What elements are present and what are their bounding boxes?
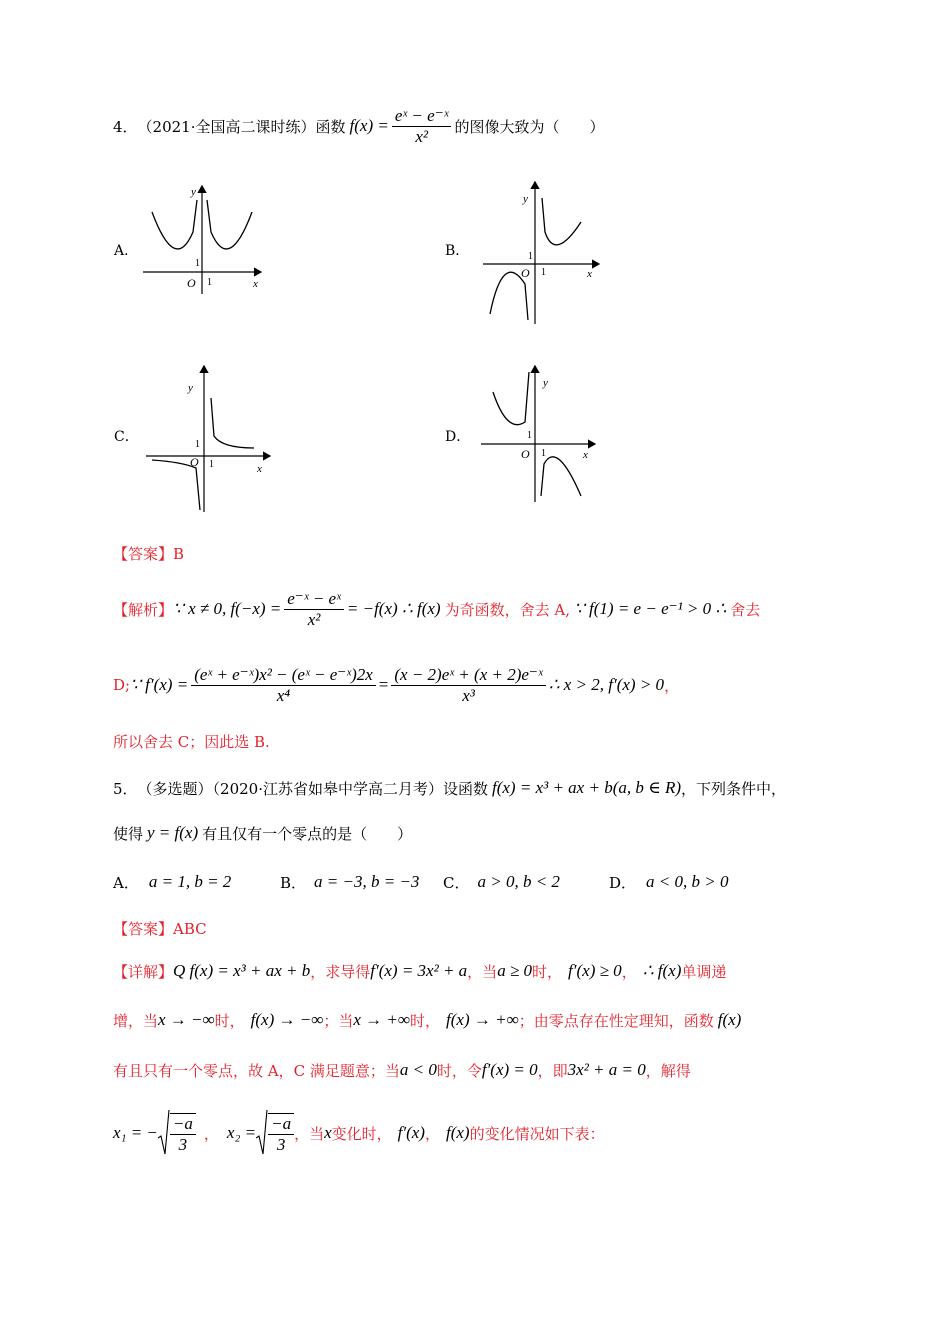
graph-c bbox=[142, 360, 277, 515]
graph-a-x-label: x bbox=[253, 278, 258, 290]
q5-d3-math-d: f′(x) = 0 bbox=[481, 1060, 538, 1079]
q5-d3-text-c: 时，令 bbox=[436, 1061, 482, 1080]
q5-detail-line1 bbox=[113, 958, 726, 984]
q4-l2-fraction-2 bbox=[391, 666, 545, 705]
q5-d1-text-d: ，当 bbox=[467, 962, 498, 981]
q5-d2-math-b: x → −∞ bbox=[158, 1010, 215, 1029]
graph-a bbox=[135, 176, 275, 296]
q4-l1-fraction bbox=[284, 590, 344, 629]
q5-option-a-value: a = 1, b = 2 bbox=[148, 872, 232, 891]
q5-d3-text-e: ，即 bbox=[537, 1061, 568, 1080]
q4-option-c-label: C． bbox=[114, 429, 139, 445]
graph-d bbox=[477, 362, 607, 507]
q4-source: （2021·全国高二课时练） bbox=[137, 117, 316, 136]
q5-option-b-label: B． bbox=[280, 873, 307, 892]
graph-a-y-tick: 1 bbox=[195, 258, 200, 269]
q4-number: 4． bbox=[113, 117, 138, 136]
q5-option-d-label: D． bbox=[609, 873, 637, 892]
graph-a-right-branch bbox=[207, 200, 252, 249]
q4-frac-den: x² bbox=[415, 126, 428, 146]
q4-option-b-label: B． bbox=[445, 243, 470, 259]
q5-d1-text-h: ， bbox=[621, 962, 637, 981]
q5-option-c bbox=[443, 869, 560, 895]
q5-detail-tag: 【详解】 bbox=[113, 962, 174, 981]
q4-l1-text-e: 舍去 bbox=[730, 600, 761, 619]
q5-answer-tag: 【答案】 bbox=[113, 920, 174, 938]
q5-tail: ，下列条件中， bbox=[680, 779, 786, 798]
graph-b-right-branch bbox=[542, 198, 581, 245]
q5-d1-math-g: f′(x) ≥ 0 bbox=[568, 961, 622, 980]
q4-l2-equals: = bbox=[378, 675, 389, 694]
q5-option-d-value: a < 0, b > 0 bbox=[646, 872, 729, 891]
q4-func: f(x) = bbox=[349, 116, 389, 135]
q5-d4-text-e: ， bbox=[424, 1124, 440, 1143]
q5-source: （多选题）（2020·江苏省如皋中学高二月考）设函数 bbox=[137, 779, 488, 798]
q5-d4-math-d: f′(x) bbox=[397, 1123, 425, 1142]
q5-d2-math-d: f(x) → −∞ bbox=[250, 1010, 324, 1029]
graph-d-x-tick: 1 bbox=[541, 448, 546, 459]
q5-d3-math-b: a < 0 bbox=[399, 1060, 437, 1079]
q5-d4-math-f: f(x) bbox=[445, 1123, 470, 1142]
q5-d1-math-c: f′(x) = 3x² + a bbox=[370, 961, 468, 980]
q4-answer-tag: 【答案】 bbox=[113, 545, 174, 563]
q4-l2-den2: x³ bbox=[462, 685, 475, 705]
q5-d2-text-a: 增，当 bbox=[113, 1011, 159, 1030]
q5-d2-math-j: f(x) bbox=[717, 1010, 742, 1029]
q5-d4-text-c: 变化时， bbox=[331, 1124, 392, 1143]
graph-d-y-label: y bbox=[543, 377, 548, 389]
q5-option-b bbox=[280, 869, 419, 895]
q4-answer bbox=[113, 543, 184, 564]
q5-d3-text-a: 有且只有一个零点，故 A，C 满足题意；当 bbox=[113, 1061, 400, 1080]
q5-answer-value: ABC bbox=[173, 920, 207, 938]
q5-d2-text-i: ；由零点存在性定理知，函数 bbox=[518, 1011, 714, 1030]
q5-d4-x2: x₂ = bbox=[226, 1123, 257, 1142]
q5-d4-math-b: x bbox=[324, 1123, 332, 1142]
q4-analysis-tag: 【解析】 bbox=[113, 600, 174, 619]
q5-line2-tail: 有且仅有一个零点的是（ ） bbox=[202, 824, 413, 843]
graph-c-x-tick: 1 bbox=[209, 459, 214, 470]
q5-stem-line1 bbox=[113, 775, 786, 801]
q5-d1-text-j: 单调递 bbox=[681, 962, 727, 981]
q5-d2-math-h: f(x) → +∞ bbox=[446, 1010, 519, 1029]
graph-d-x-label: x bbox=[583, 449, 588, 461]
graph-d-right-branch bbox=[541, 457, 581, 496]
graph-b-y-label: y bbox=[523, 193, 528, 205]
q4-l2-den1: x⁴ bbox=[276, 685, 291, 705]
graph-a-y-label: y bbox=[191, 186, 196, 198]
q5-d2-text-e: ；当 bbox=[323, 1011, 354, 1030]
graph-b-y-tick: 1 bbox=[528, 251, 533, 262]
q4-l1-math-b: = −f(x) ∴ f(x) bbox=[346, 599, 441, 618]
q5-option-a bbox=[113, 869, 231, 895]
q4-analysis-line1 bbox=[113, 586, 760, 632]
q5-d4-text-a: ，当 bbox=[294, 1124, 325, 1143]
q4-frac-num: eˣ − e⁻ˣ bbox=[392, 107, 452, 127]
q4-analysis-line3: 所以舍去 C；因此选 B. bbox=[113, 733, 270, 751]
q4-l2-num1: (eˣ + e⁻ˣ)x² − (eˣ − e⁻ˣ)2x bbox=[191, 666, 376, 686]
q4-tail: 的图像大致为（ ） bbox=[454, 117, 605, 136]
graph-a-origin: O bbox=[187, 276, 196, 290]
q5-d2-math-f: x → +∞ bbox=[353, 1010, 411, 1029]
graph-d-y-tick: 1 bbox=[527, 430, 532, 441]
q5-d3-math-f: 3x² + a = 0 bbox=[567, 1060, 646, 1079]
q4-l2-fraction-1 bbox=[191, 666, 376, 705]
q5-d2-text-g: 时， bbox=[410, 1011, 441, 1030]
graph-c-y-label: y bbox=[188, 382, 193, 394]
q5-d4-sep: ， bbox=[203, 1124, 219, 1143]
q5-d4-text-g: 的变化情况如下表： bbox=[469, 1124, 605, 1143]
q5-d1-math-a: Q f(x) = x³ + ax + b bbox=[173, 961, 311, 980]
q4-l2-math-c: ∴ x > 2, f′(x) > 0 bbox=[548, 675, 665, 694]
radical-sign-icon bbox=[256, 1110, 268, 1156]
graph-a-x-tick: 1 bbox=[207, 277, 212, 288]
q5-d4-root1-num: −a bbox=[170, 1115, 196, 1135]
graph-d-left-branch bbox=[493, 372, 529, 425]
graph-b-origin: O bbox=[521, 266, 530, 280]
q4-analysis-line2 bbox=[113, 662, 679, 708]
q4-stem bbox=[113, 104, 604, 148]
q5-option-c-label: C． bbox=[443, 873, 470, 892]
q5-option-b-value: a = −3, b = −3 bbox=[314, 872, 420, 891]
q4-l1-math-a: ∵ x ≠ 0, f(−x) = bbox=[173, 599, 282, 618]
q5-d1-text-f: 时， bbox=[532, 962, 563, 981]
q5-number: 5． bbox=[113, 779, 138, 798]
radical-sign-icon bbox=[158, 1110, 170, 1156]
q4-l1-text-c: 为奇函数，舍去 A, bbox=[444, 600, 570, 619]
q5-line2-text: 使得 bbox=[113, 824, 144, 843]
q5-d4-root-2 bbox=[256, 1110, 294, 1156]
q5-option-c-value: a > 0, b < 2 bbox=[477, 872, 560, 891]
q5-d4-root2-num: −a bbox=[268, 1115, 294, 1135]
q5-d1-text-b: ，求导得 bbox=[310, 962, 371, 981]
q5-d4-root1-den: 3 bbox=[178, 1134, 188, 1154]
graph-b-x-label: x bbox=[587, 268, 592, 280]
q5-d4-x1: x₁ = − bbox=[113, 1123, 158, 1142]
q5-detail-line3 bbox=[113, 1057, 691, 1083]
q4-l1-num: e⁻ˣ − eˣ bbox=[284, 590, 344, 610]
q4-l2-num2: (x − 2)eˣ + (x + 2)e⁻ˣ bbox=[391, 666, 545, 686]
q4-lead: 函数 bbox=[315, 117, 346, 136]
q5-func: f(x) = x³ + ax + b(a, b ∈ R) bbox=[492, 778, 681, 797]
q5-d4-root2-den: 3 bbox=[276, 1134, 286, 1154]
graph-b bbox=[477, 176, 607, 326]
q4-l2-text-d: ， bbox=[664, 676, 680, 695]
q5-option-a-label: A． bbox=[113, 873, 139, 892]
graph-a-left-branch bbox=[152, 200, 197, 249]
q5-d3-text-g: ，解得 bbox=[645, 1061, 691, 1080]
graph-c-y-tick: 1 bbox=[195, 439, 200, 450]
q5-d4-root-1 bbox=[158, 1110, 196, 1156]
q4-l2-text-a: D; bbox=[113, 676, 131, 694]
q5-option-d bbox=[609, 869, 728, 895]
q5-detail-line4 bbox=[113, 1108, 605, 1158]
graph-c-x-label: x bbox=[257, 463, 262, 475]
q4-option-a-label: A． bbox=[114, 243, 139, 259]
graph-c-right-branch bbox=[211, 398, 254, 448]
q5-answer bbox=[113, 918, 207, 939]
q5-line2-math: y = f(x) bbox=[147, 823, 199, 842]
q5-d2-text-c: 时， bbox=[214, 1011, 245, 1030]
q5-stem-line2 bbox=[113, 820, 412, 846]
q5-detail-line2 bbox=[113, 1007, 741, 1033]
q4-l1-math-d: ∵ f(1) = e − e⁻¹ > 0 ∴ bbox=[573, 599, 727, 618]
q4-fraction bbox=[392, 107, 452, 146]
q4-l2-math-b: ∵ f′(x) = bbox=[130, 675, 189, 694]
q4-l1-den: x² bbox=[307, 609, 321, 629]
q5-d1-math-i: ∴ f(x) bbox=[642, 961, 682, 980]
q4-option-d-label: D． bbox=[445, 429, 471, 445]
graph-c-origin: O bbox=[190, 455, 199, 469]
graph-d-origin: O bbox=[521, 447, 530, 461]
graph-b-x-tick: 1 bbox=[541, 267, 546, 278]
q5-d1-math-e: a ≥ 0 bbox=[497, 961, 533, 980]
q4-answer-value: B bbox=[173, 545, 185, 563]
